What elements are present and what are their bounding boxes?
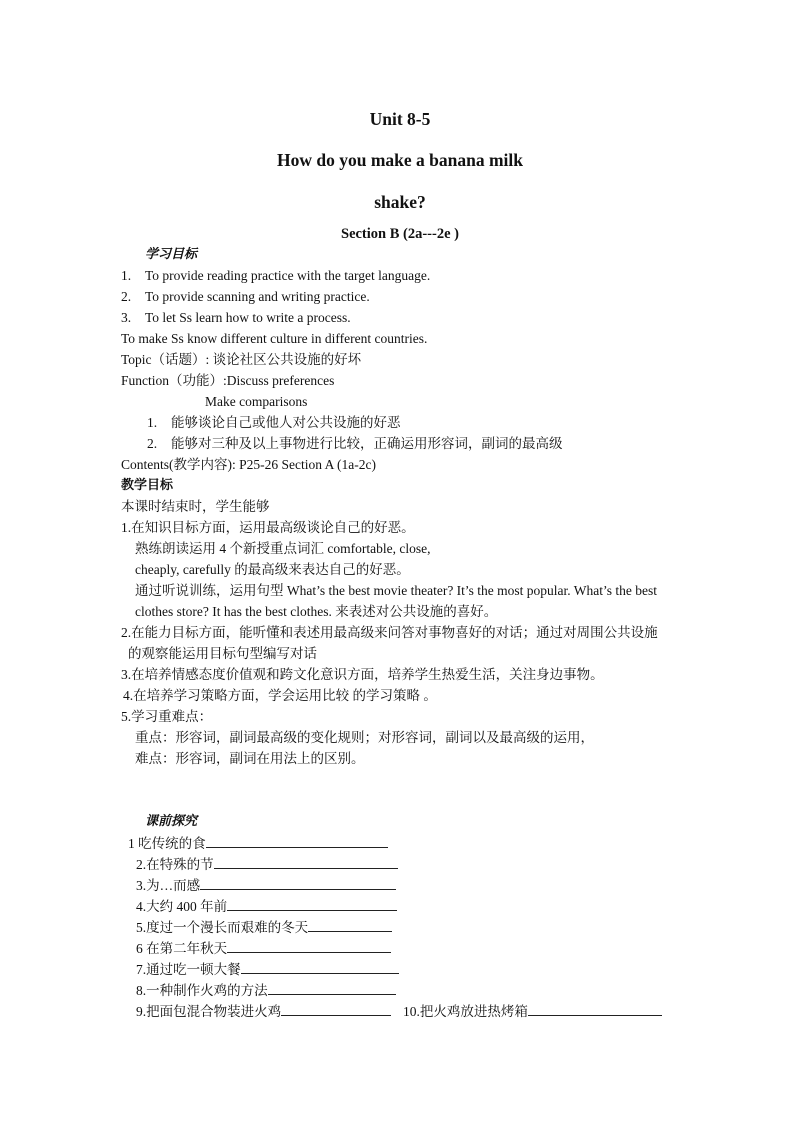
- goal-extra: To make Ss know different culture in different countries.: [121, 331, 428, 346]
- sub-goal-text: 能够对三种及以上事物进行比较，正确运用形容词，副词的最高级: [171, 436, 563, 451]
- preview-item: [136, 876, 396, 895]
- teaching-line: 4.在培养学习策略方面，学会运用比较 的学习策略 。: [123, 688, 437, 703]
- title-line-2: How do you make a banana milk: [276, 150, 524, 170]
- goal-num: 3.: [121, 310, 132, 325]
- sub-goal-item: [147, 414, 401, 432]
- contents-line: Contents(教学内容): P25-26 Section A (1a-2c): [121, 457, 376, 472]
- learning-goals-heading: 学习目标: [145, 247, 198, 262]
- goal-text: To let Ss learn how to write a process.: [145, 310, 351, 325]
- preview-item-text: 2.在特殊的节: [136, 857, 214, 872]
- answer-blank[interactable]: [214, 855, 398, 869]
- teaching-line: 1.在知识目标方面，运用最高级谈论自己的好恶。: [121, 520, 415, 535]
- preview-item-text: 1 吃传统的食: [128, 836, 206, 851]
- function-line-2: Make comparisons: [205, 394, 308, 409]
- answer-blank[interactable]: [268, 981, 396, 995]
- answer-blank[interactable]: [227, 939, 391, 953]
- preview-item: [136, 960, 399, 979]
- function-line: Function（功能）:Discuss preferences: [121, 373, 335, 388]
- preview-item-text: 8.一种制作火鸡的方法: [136, 983, 268, 998]
- teaching-line: 5.学习重难点：: [121, 709, 213, 724]
- preview-item-text: 9.把面包混合物装进火鸡: [136, 1004, 282, 1019]
- preview-heading: 课前探究: [145, 814, 198, 829]
- preview-item: [128, 834, 388, 853]
- section-title: Section B (2a---2e ): [341, 226, 459, 242]
- preview-item: [403, 1002, 662, 1021]
- teaching-line: clothes store? It has the best clothes. 来表述对公共设施的喜好。: [135, 604, 498, 619]
- answer-blank[interactable]: [200, 876, 396, 890]
- preview-item-text: 3.为…而感: [136, 878, 201, 893]
- teaching-intro: 本课时结束时，学生能够: [121, 499, 270, 514]
- answer-blank[interactable]: [308, 918, 392, 932]
- teaching-line: 通过听说训练，运用句型 What’s the best movie theater? It’s the most popular. What’s the best: [135, 583, 658, 598]
- teaching-line: 的观察能运用目标句型编写对话: [128, 646, 317, 661]
- teaching-line: 熟练朗读运用 4 个新授重点词汇 comfortable, close,: [135, 541, 431, 556]
- teaching-goals-heading: 教学目标: [121, 478, 174, 493]
- answer-blank[interactable]: [528, 1002, 662, 1016]
- teaching-line: 2.在能力目标方面，能听懂和表述用最高级来问答对事物喜好的对话；通过对周围公共设施: [121, 625, 658, 640]
- teaching-line: 重点：形容词，副词最高级的变化规则；对形容词，副词以及最高级的运用，: [135, 730, 594, 745]
- preview-item-text: 7.通过吃一顿大餐: [136, 962, 241, 977]
- preview-item: [136, 855, 398, 874]
- sub-goal-num: 1.: [147, 415, 158, 430]
- answer-blank[interactable]: [241, 960, 399, 974]
- goal-num: 2.: [121, 289, 132, 304]
- goal-num: 1.: [121, 268, 132, 283]
- teaching-line: cheaply, carefully 的最高级来表达自己的好恶。: [135, 562, 410, 577]
- preview-item-text: 10.把火鸡放进热烤箱: [403, 1004, 528, 1019]
- preview-item-text: 4.大约 400 年前: [136, 899, 228, 914]
- preview-item: [136, 918, 392, 937]
- answer-blank[interactable]: [206, 834, 388, 848]
- goal-text: To provide reading practice with the target language.: [145, 268, 431, 283]
- preview-item-text: 6 在第二年秋天: [136, 941, 228, 956]
- goal-item: [121, 288, 370, 306]
- teaching-line: 难点：形容词，副词在用法上的区别。: [135, 751, 365, 766]
- title-line-3: shake?: [374, 192, 426, 212]
- teaching-line: 3.在培养情感态度价值观和跨文化意识方面，培养学生热爱生活，关注身边事物。: [121, 667, 604, 682]
- answer-blank[interactable]: [227, 897, 397, 911]
- goal-item: [121, 267, 430, 285]
- preview-item: [136, 1002, 391, 1021]
- goal-item: [121, 309, 351, 327]
- answer-blank[interactable]: [281, 1002, 391, 1016]
- title-line-1: Unit 8-5: [369, 109, 431, 129]
- preview-item-text: 5.度过一个漫长而艰难的冬天: [136, 920, 309, 935]
- preview-item: [136, 981, 396, 1000]
- sub-goal-num: 2.: [147, 436, 158, 451]
- sub-goal-text: 能够谈论自己或他人对公共设施的好恶: [171, 415, 401, 430]
- sub-goal-item: [147, 435, 563, 453]
- goal-text: To provide scanning and writing practice.: [145, 289, 370, 304]
- preview-item: [136, 939, 391, 958]
- topic-line: Topic（话题）: 谈论社区公共设施的好坏: [121, 352, 362, 367]
- preview-item: [136, 897, 397, 916]
